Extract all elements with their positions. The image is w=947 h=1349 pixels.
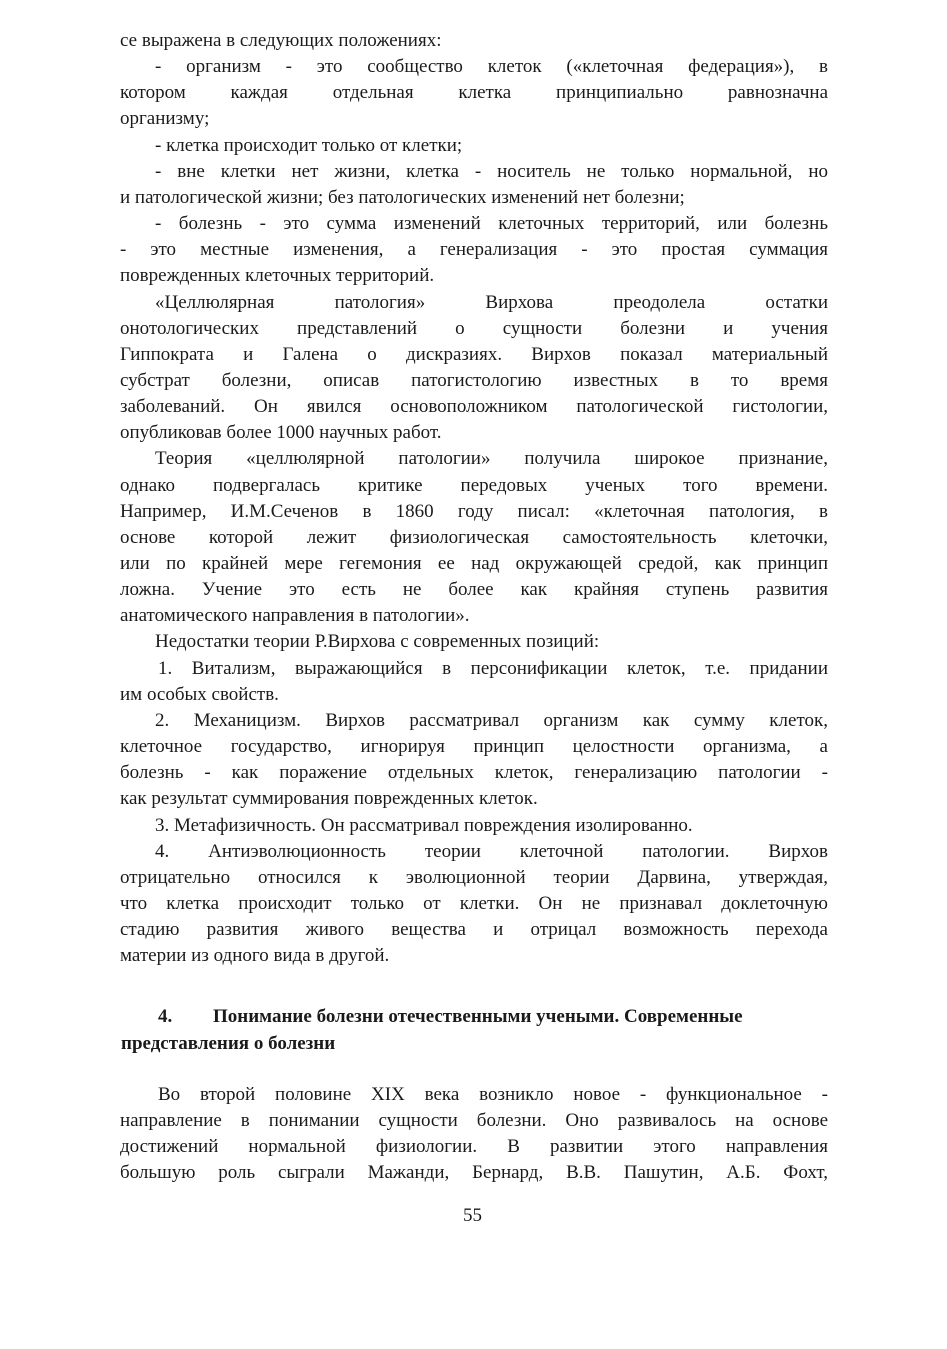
paragraph-line: субстрат болезни, описав патогистологию известных в то время [120,370,828,391]
paragraph-line: стадию развития живого вещества и отрицал возможность перехода [120,919,828,940]
paragraph-line: материи из одного вида в другой. [120,945,390,966]
section-number: 4. [158,1006,173,1027]
paragraph-line: или по крайней мере гегемония ее над окружающей средой, как принцип [120,553,828,574]
paragraph-line: «Целлюлярная патология» Вирхова преодолела остатки [155,292,828,313]
paragraph-line: им особых свойств. [120,684,279,705]
section-title-line-2: представления о болезни [121,1033,336,1054]
paragraph-line: 3. Метафизичность. Он рассматривал повреждения изолированно. [155,815,693,836]
paragraph-line: как результат суммирования поврежденных клеток. [120,788,538,809]
paragraph-line: отрицательно относился к эволюционной теории Дарвина, утверждая, [120,867,828,888]
paragraph-line: се выражена в следующих положениях: [120,30,442,51]
paragraph-line: и патологической жизни; без патологических изменений нет болезни; [120,187,685,208]
section-title-line-1: Понимание болезни отечественными учеными. Современные [213,1006,743,1027]
paragraph-line: 1. Витализм, выражающийся в персонификации клеток, т.е. придании [158,658,828,679]
paragraph-line: клеточное государство, игнорируя принцип целостности организма, а [120,736,828,757]
paragraph-line: болезнь - как поражение отдельных клеток, генерализацию патологии - [120,762,828,783]
closing-paragraph-line: достижений нормальной физиологии. В развитии этого направления [120,1136,828,1157]
paragraph-line: ложна. Учение это есть не более как крайняя ступень развития [120,579,828,600]
paragraph-line: - это местные изменения, а генерализация - это простая суммация [120,239,828,260]
paragraph-line: Например, И.М.Сеченов в 1860 году писал: «клеточная патология, в [120,501,828,522]
paragraph-line: заболеваний. Он явился основоположником патологической гистологии, [120,396,828,417]
paragraph-line: опубликовав более 1000 научных работ. [120,422,442,443]
paragraph-line: Недостатки теории Р.Вирхова с современных позиций: [155,631,600,652]
paragraph-line: организму; [120,108,210,129]
paragraph-line: однако подвергалась критике передовых ученых того времени. [120,475,828,496]
paragraph-line: котором каждая отдельная клетка принципиально равнозначна [120,82,828,103]
paragraph-line: - вне клетки нет жизни, клетка - носитель не только нормальной, но [155,161,828,182]
paragraph-line: 2. Механицизм. Вирхов рассматривал организм как сумму клеток, [155,710,828,731]
closing-paragraph-line: направление в понимании сущности болезни. Оно развивалось на основе [120,1110,828,1131]
paragraph-line: 4. Антиэволюционность теории клеточной патологии. Вирхов [155,841,828,862]
page-number: 55 [463,1205,482,1226]
paragraph-line: поврежденных клеточных территорий. [120,265,435,286]
closing-paragraph-line: большую роль сыграли Мажанди, Бернард, В.В. Пашутин, А.Б. Фохт, [120,1162,828,1183]
paragraph-line: - организм - это сообщество клеток («клеточная федерация»), в [155,56,828,77]
closing-paragraph-line: Во второй половине XIX века возникло новое - функциональное - [158,1084,828,1105]
paragraph-line: онотологических представлений о сущности болезни и учения [120,318,828,339]
paragraph-line: Теория «целлюлярной патологии» получила широкое признание, [155,448,828,469]
paragraph-line: Гиппократа и Галена о дискразиях. Вирхов показал материальный [120,344,828,365]
paragraph-line: - болезнь - это сумма изменений клеточных территорий, или болезнь [155,213,828,234]
paragraph-line: - клетка происходит только от клетки; [155,135,463,156]
paragraph-line: что клетка происходит только от клетки. Он не признавал доклеточную [120,893,828,914]
paragraph-line: основе которой лежит физиологическая самостоятельность клеточки, [120,527,828,548]
paragraph-line: анатомического направления в патологии». [120,605,470,626]
